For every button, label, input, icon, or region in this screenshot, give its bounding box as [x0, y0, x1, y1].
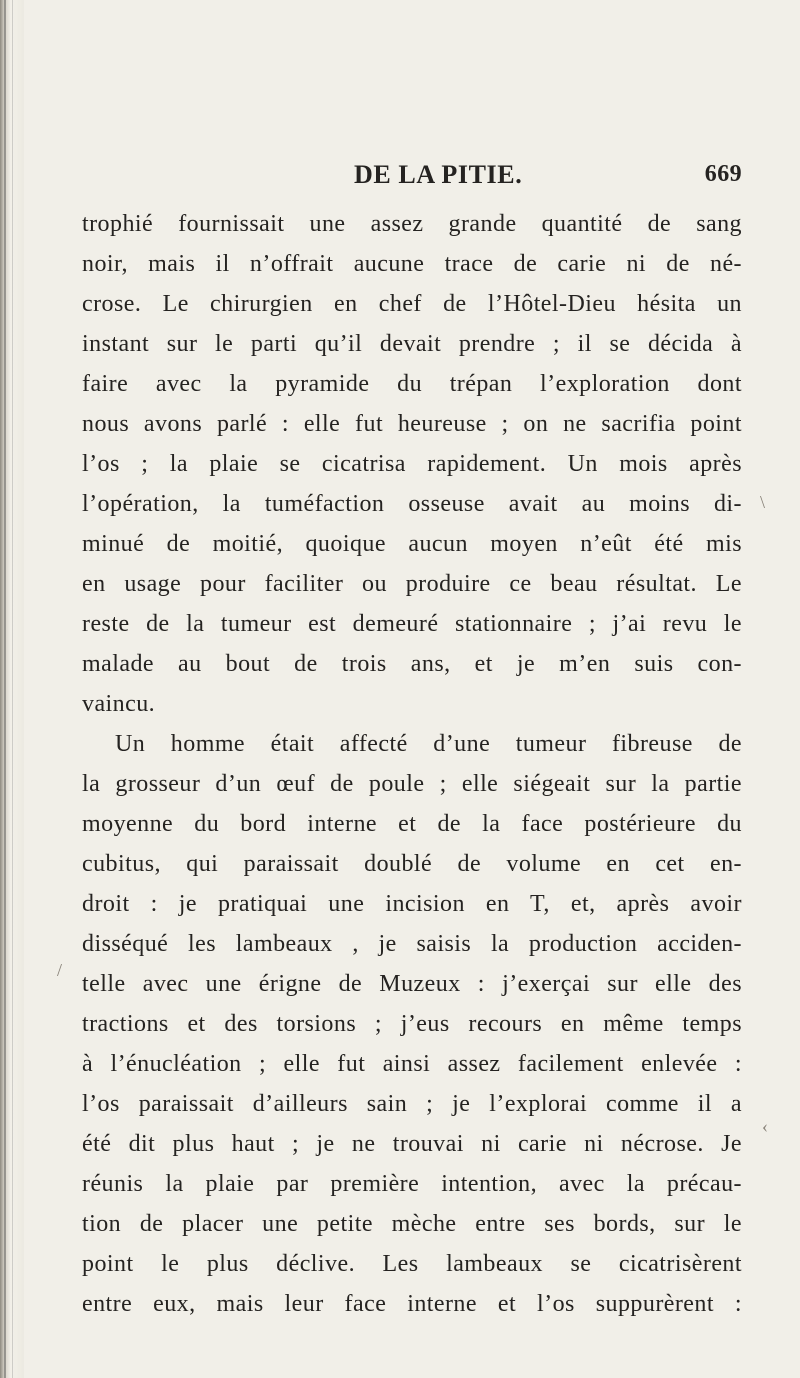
text-line: la grosseur d’un œuf de poule ; elle siégeait sur la partie	[82, 771, 742, 797]
text-line: minué de moitié, quoique aucun moyen n’eût été mis	[82, 531, 742, 557]
text-line: noir, mais il n’offrait aucune trace de carie ni de né-	[82, 251, 742, 277]
margin-pencil-mark: ‹	[762, 1116, 768, 1136]
text-line: cubitus, qui paraissait doublé de volume en cet en-	[82, 851, 742, 877]
text-line: trophié fournissait une assez grande quantité de sang	[82, 211, 742, 237]
text-line: instant sur le parti qu’il devait prendre ; il se décida à	[82, 331, 742, 357]
margin-pencil-mark: /	[57, 960, 63, 980]
running-title: DE LA PITIE.	[354, 160, 523, 189]
text-line: l’os paraissait d’ailleurs sain ; je l’explorai comme il a	[82, 1091, 742, 1117]
page-number: 669	[704, 161, 742, 187]
text-line: telle avec une érigne de Muzeux : j’exerçai sur elle des	[82, 971, 742, 997]
book-gutter-edge	[0, 0, 24, 1378]
text-line: malade au bout de trois ans, et je m’en suis con-	[82, 651, 742, 677]
text-line: reste de la tumeur est demeuré stationnaire ; j’ai revu le	[82, 611, 742, 637]
text-line: disséqué les lambeaux , je saisis la production acciden-	[82, 931, 742, 957]
text-line: réunis la plaie par première intention, avec la précau-	[82, 1171, 742, 1197]
text-line: point le plus déclive. Les lambeaux se cicatrisèrent	[82, 1251, 742, 1277]
margin-pencil-mark: \	[760, 492, 766, 512]
text-line: en usage pour faciliter ou produire ce beau résultat. Le	[82, 571, 742, 597]
text-line: à l’énucléation ; elle fut ainsi assez facilement enlevée :	[82, 1051, 742, 1077]
text-line: tractions et des torsions ; j’eus recours en même temps	[82, 1011, 742, 1037]
text-line: moyenne du bord interne et de la face postérieure du	[82, 811, 742, 837]
text-line: faire avec la pyramide du trépan l’exploration dont	[82, 371, 742, 397]
paragraph-end-line: vaincu.	[82, 691, 156, 717]
text-line: crose. Le chirurgien en chef de l’Hôtel-Dieu hésita un	[82, 291, 742, 317]
text-line: tion de placer une petite mèche entre ses bords, sur le	[82, 1211, 742, 1237]
text-line: nous avons parlé : elle fut heureuse ; on ne sacrifia point	[82, 411, 742, 437]
text-line: entre eux, mais leur face interne et l’os suppurèrent :	[82, 1291, 742, 1317]
page-header	[82, 158, 742, 198]
paragraph-first-line: Un homme était affecté d’une tumeur fibreuse de	[115, 731, 742, 757]
text-line: l’os ; la plaie se cicatrisa rapidement. Un mois après	[82, 451, 742, 477]
text-line: l’opération, la tuméfaction osseuse avait au moins di-	[82, 491, 742, 517]
text-line: droit : je pratiquai une incision en T, et, après avoir	[82, 891, 742, 917]
text-line: été dit plus haut ; je ne trouvai ni carie ni nécrose. Je	[82, 1131, 742, 1157]
page-body-text	[82, 204, 742, 1324]
